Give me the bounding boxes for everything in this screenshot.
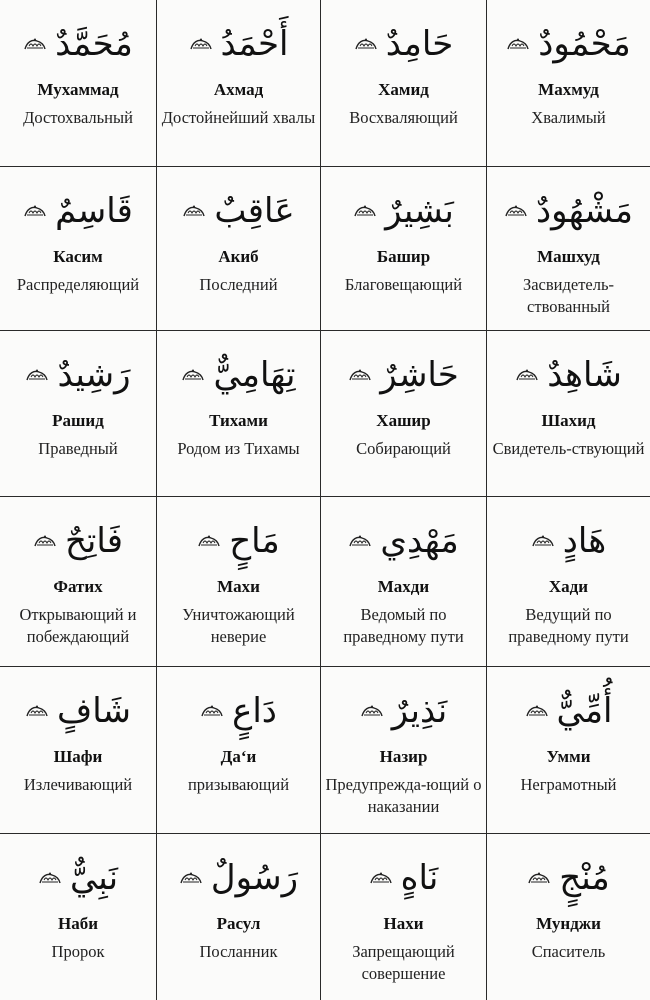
name-card <box>321 497 487 667</box>
arabic-name: مَشْهُودٌ <box>536 191 633 231</box>
arabic-heading <box>487 683 650 739</box>
name-card <box>0 497 157 667</box>
arabic-name: دَاعٍ <box>232 691 277 731</box>
name-meaning: Ведомый по праведному пути <box>343 605 464 646</box>
salawat-seal-icon <box>33 533 57 549</box>
arabic-name: أَحْمَدُ <box>220 24 289 64</box>
name-meaning: Распределяющий <box>16 275 140 294</box>
salawat-seal-icon <box>197 533 221 549</box>
arabic-name: نَاهٍ <box>400 858 439 898</box>
salawat-seal-icon <box>25 367 49 383</box>
name-meaning: Восхваляющий <box>349 108 458 127</box>
arabic-heading <box>321 16 486 72</box>
name-card <box>0 834 157 1000</box>
salawat-seal-icon <box>353 203 377 219</box>
salawat-seal-icon <box>181 367 205 383</box>
name-meaning: Излечивающий <box>23 775 133 794</box>
name-card <box>487 0 650 167</box>
arabic-heading <box>487 347 650 403</box>
arabic-heading <box>321 183 486 239</box>
name-meaning: Родом из Тихамы <box>177 439 300 458</box>
arabic-name: مَحْمُودٌ <box>538 24 631 64</box>
arabic-heading <box>157 850 320 906</box>
salawat-seal-icon <box>504 203 528 219</box>
arabic-name: قَاسِمٌ <box>55 191 133 231</box>
name-transliteration: Рашид <box>52 411 104 430</box>
name-card <box>487 167 650 331</box>
arabic-name: عَاقِبٌ <box>214 191 295 231</box>
name-transliteration: Шахид <box>541 411 596 430</box>
name-transliteration: Нахи <box>383 914 424 933</box>
name-meaning: Достойнейший хвалы <box>161 108 316 127</box>
name-card <box>157 667 321 834</box>
salawat-seal-icon <box>38 870 62 886</box>
arabic-heading <box>157 16 320 72</box>
arabic-heading <box>321 513 486 569</box>
name-meaning: Предупрежда-ющий о наказании <box>325 775 482 816</box>
name-meaning: Засвидетель-ствованный <box>522 275 615 316</box>
arabic-heading <box>0 513 156 569</box>
name-transliteration: Даʻи <box>220 747 257 766</box>
arabic-heading <box>321 347 486 403</box>
name-transliteration: Хамид <box>378 80 429 99</box>
name-meaning: Праведный <box>38 439 118 458</box>
name-meaning: Последний <box>199 275 278 294</box>
salawat-seal-icon <box>23 36 47 52</box>
arabic-heading <box>0 347 156 403</box>
name-transliteration: Тихами <box>209 411 268 430</box>
name-transliteration: Машхуд <box>537 247 600 266</box>
name-card <box>157 497 321 667</box>
arabic-name: بَشِيرٌ <box>385 191 454 231</box>
arabic-heading <box>487 513 650 569</box>
name-transliteration: Фатих <box>53 577 103 596</box>
name-card <box>157 0 321 167</box>
name-meaning: Спаситель <box>531 942 606 961</box>
salawat-seal-icon <box>182 203 206 219</box>
arabic-name: نَذِيرٌ <box>391 691 448 731</box>
salawat-seal-icon <box>360 703 384 719</box>
name-meaning: Собирающий <box>356 439 451 458</box>
name-meaning: Уничтожающий неверие <box>182 605 295 646</box>
name-transliteration: Шафи <box>53 747 103 766</box>
name-transliteration: Наби <box>57 914 99 933</box>
arabic-heading <box>0 183 156 239</box>
salawat-seal-icon <box>25 703 49 719</box>
name-meaning: Пророк <box>51 942 105 961</box>
arabic-name: حَامِدٌ <box>385 24 454 64</box>
arabic-name: مَهْدِي <box>380 521 459 561</box>
name-transliteration: Махди <box>377 577 430 596</box>
name-meaning: Хвалимый <box>531 108 606 127</box>
salawat-seal-icon <box>348 533 372 549</box>
arabic-name: هَادٍ <box>562 521 607 561</box>
arabic-name: مُحَمَّدٌ <box>55 24 133 64</box>
name-transliteration: Махи <box>217 577 260 596</box>
name-meaning: призывающий <box>187 775 290 794</box>
arabic-heading <box>487 850 650 906</box>
arabic-name: مُنْجٍ <box>559 858 610 898</box>
arabic-heading <box>487 183 650 239</box>
name-transliteration: Умми <box>546 747 591 766</box>
name-meaning: Свидетель-ствующий <box>492 439 645 458</box>
arabic-heading <box>157 513 320 569</box>
name-card <box>321 167 487 331</box>
name-card <box>487 331 650 497</box>
name-transliteration: Мухаммад <box>37 80 119 99</box>
name-card <box>0 331 157 497</box>
name-card <box>321 834 487 1000</box>
name-transliteration: Акиб <box>218 247 259 266</box>
salawat-seal-icon <box>189 36 213 52</box>
name-transliteration: Мунджи <box>536 914 601 933</box>
name-transliteration: Хади <box>548 577 589 596</box>
arabic-name: أُمِّيٌّ <box>556 691 613 731</box>
arabic-heading <box>157 683 320 739</box>
name-transliteration: Ахмад <box>213 80 264 99</box>
arabic-heading <box>157 183 320 239</box>
arabic-heading <box>157 347 320 403</box>
arabic-name: حَاشِرٌ <box>380 355 459 395</box>
arabic-heading <box>321 850 486 906</box>
name-meaning: Запрещающий совершение <box>352 942 455 983</box>
arabic-name: رَشِيدٌ <box>57 355 131 395</box>
arabic-name: مَاحٍ <box>229 521 280 561</box>
name-meaning: Открывающий и побеждающий <box>19 605 137 646</box>
salawat-seal-icon <box>525 703 549 719</box>
name-meaning: Неграмотный <box>520 775 617 794</box>
salawat-seal-icon <box>348 367 372 383</box>
name-card <box>321 331 487 497</box>
name-transliteration: Расул <box>216 914 261 933</box>
name-meaning: Достохвальный <box>23 108 133 127</box>
name-card <box>487 667 650 834</box>
salawat-seal-icon <box>200 703 224 719</box>
salawat-seal-icon <box>369 870 393 886</box>
name-card <box>321 667 487 834</box>
salawat-seal-icon <box>515 367 539 383</box>
name-card <box>0 167 157 331</box>
name-card <box>0 667 157 834</box>
name-card <box>157 331 321 497</box>
name-transliteration: Башир <box>376 247 431 266</box>
salawat-seal-icon <box>527 870 551 886</box>
salawat-seal-icon <box>531 533 555 549</box>
name-card <box>157 834 321 1000</box>
name-card <box>157 167 321 331</box>
arabic-heading <box>321 683 486 739</box>
arabic-heading <box>487 16 650 72</box>
name-transliteration: Хашир <box>376 411 431 430</box>
name-meaning: Ведущий по праведному пути <box>508 605 629 646</box>
name-meaning: Посланник <box>199 942 278 961</box>
salawat-seal-icon <box>179 870 203 886</box>
arabic-name: نَبِيٌّ <box>69 858 119 898</box>
arabic-name: شَافٍ <box>56 691 132 731</box>
arabic-name: شَاهِدٌ <box>547 355 622 395</box>
arabic-name: فَاتِحٌ <box>64 521 124 561</box>
name-meaning: Благовещающий <box>344 275 463 294</box>
salawat-seal-icon <box>506 36 530 52</box>
name-card <box>0 0 157 167</box>
name-card <box>487 497 650 667</box>
name-transliteration: Махмуд <box>538 80 599 99</box>
salawat-seal-icon <box>23 203 47 219</box>
name-card <box>321 0 487 167</box>
name-transliteration: Назир <box>379 747 428 766</box>
arabic-name: تِهَامِيٌّ <box>213 355 296 395</box>
name-transliteration: Касим <box>53 247 103 266</box>
arabic-heading <box>0 683 156 739</box>
salawat-seal-icon <box>354 36 378 52</box>
arabic-heading <box>0 850 156 906</box>
arabic-name: رَسُولٌ <box>210 858 299 898</box>
name-card <box>487 834 650 1000</box>
arabic-heading <box>0 16 156 72</box>
